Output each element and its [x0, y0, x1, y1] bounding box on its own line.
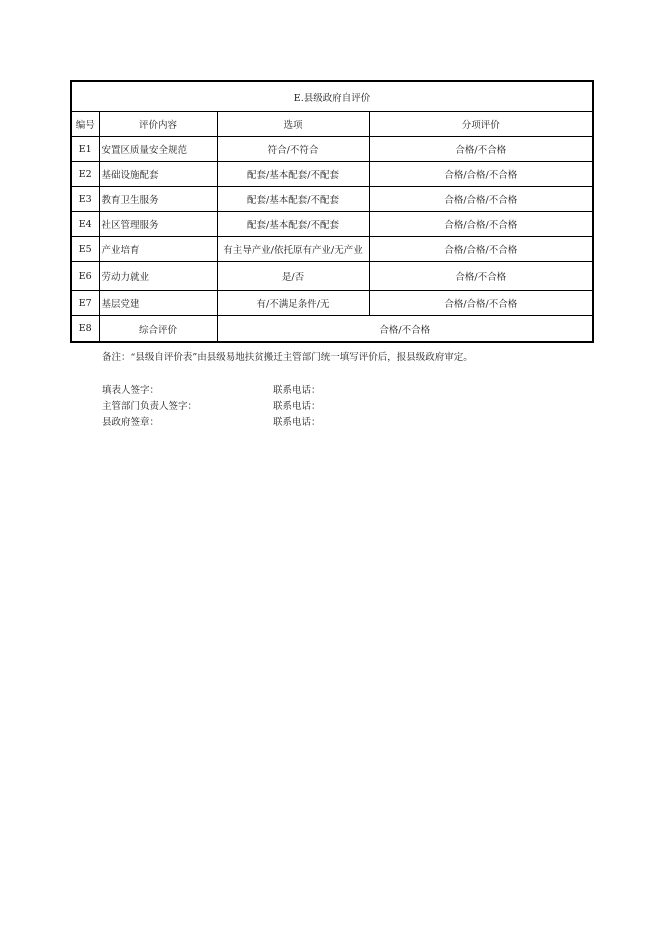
row-content: 安置区质量安全规范	[99, 137, 217, 162]
table-row	[71, 237, 593, 262]
summary-no: E8	[71, 316, 99, 343]
supervisor-signature-label: 主管部门负责人签字：	[102, 401, 198, 412]
row-no: E4	[71, 212, 99, 237]
row-content: 教育卫生服务	[99, 187, 217, 212]
row-no: E2	[71, 162, 99, 187]
row-options: 配套/基本配套/不配套	[217, 162, 369, 187]
row-content: 产业培育	[99, 237, 217, 262]
row-rating: 合格/合格/不合格	[369, 187, 593, 212]
row-rating: 合格/合格/不合格	[369, 291, 593, 316]
row-content: 基层党建	[99, 291, 217, 316]
summary-row	[71, 316, 593, 343]
row-options: 配套/基本配套/不配套	[217, 212, 369, 237]
supervisor-phone-label: 联系电话：	[273, 401, 321, 412]
table-title: E.县级政府自评价	[71, 81, 593, 112]
row-no: E6	[71, 262, 99, 291]
row-no: E3	[71, 187, 99, 212]
filler-signature-label: 填表人签字：	[102, 385, 160, 396]
summary-label: 综合评价	[99, 316, 217, 343]
header-no: 编号	[71, 112, 99, 137]
government-seal-label: 县政府签章：	[102, 417, 160, 428]
header-options: 选项	[217, 112, 369, 137]
row-rating: 合格/合格/不合格	[369, 162, 593, 187]
table-row	[71, 162, 593, 187]
row-content: 劳动力就业	[99, 262, 217, 291]
table-row	[71, 262, 593, 291]
row-no: E5	[71, 237, 99, 262]
summary-result: 合格/不合格	[217, 316, 593, 343]
header-content: 评价内容	[99, 112, 217, 137]
row-rating: 合格/合格/不合格	[369, 212, 593, 237]
row-no: E1	[71, 137, 99, 162]
row-content: 基础设施配套	[99, 162, 217, 187]
row-options: 配套/基本配套/不配套	[217, 187, 369, 212]
table-row	[71, 187, 593, 212]
table-row	[71, 291, 593, 316]
seal-phone-label: 联系电话：	[273, 417, 321, 428]
row-options: 有主导产业/依托原有产业/无产业	[217, 237, 369, 262]
evaluation-table	[70, 80, 594, 343]
header-row	[71, 112, 593, 137]
row-rating: 合格/不合格	[369, 137, 593, 162]
table-row	[71, 212, 593, 237]
table-note: 备注：“县级自评价表”由县级易地扶贫搬迁主管部门统一填写评价后，报县级政府审定。	[102, 352, 473, 363]
table-row	[71, 137, 593, 162]
row-rating: 合格/不合格	[369, 262, 593, 291]
header-rating: 分项评价	[369, 112, 593, 137]
row-content: 社区管理服务	[99, 212, 217, 237]
row-rating: 合格/合格/不合格	[369, 237, 593, 262]
row-no: E7	[71, 291, 99, 316]
filler-phone-label: 联系电话：	[273, 385, 321, 396]
row-options: 符合/不符合	[217, 137, 369, 162]
row-options: 有/不满足条件/无	[217, 291, 369, 316]
evaluation-sheet	[70, 80, 592, 343]
row-options: 是/否	[217, 262, 369, 291]
